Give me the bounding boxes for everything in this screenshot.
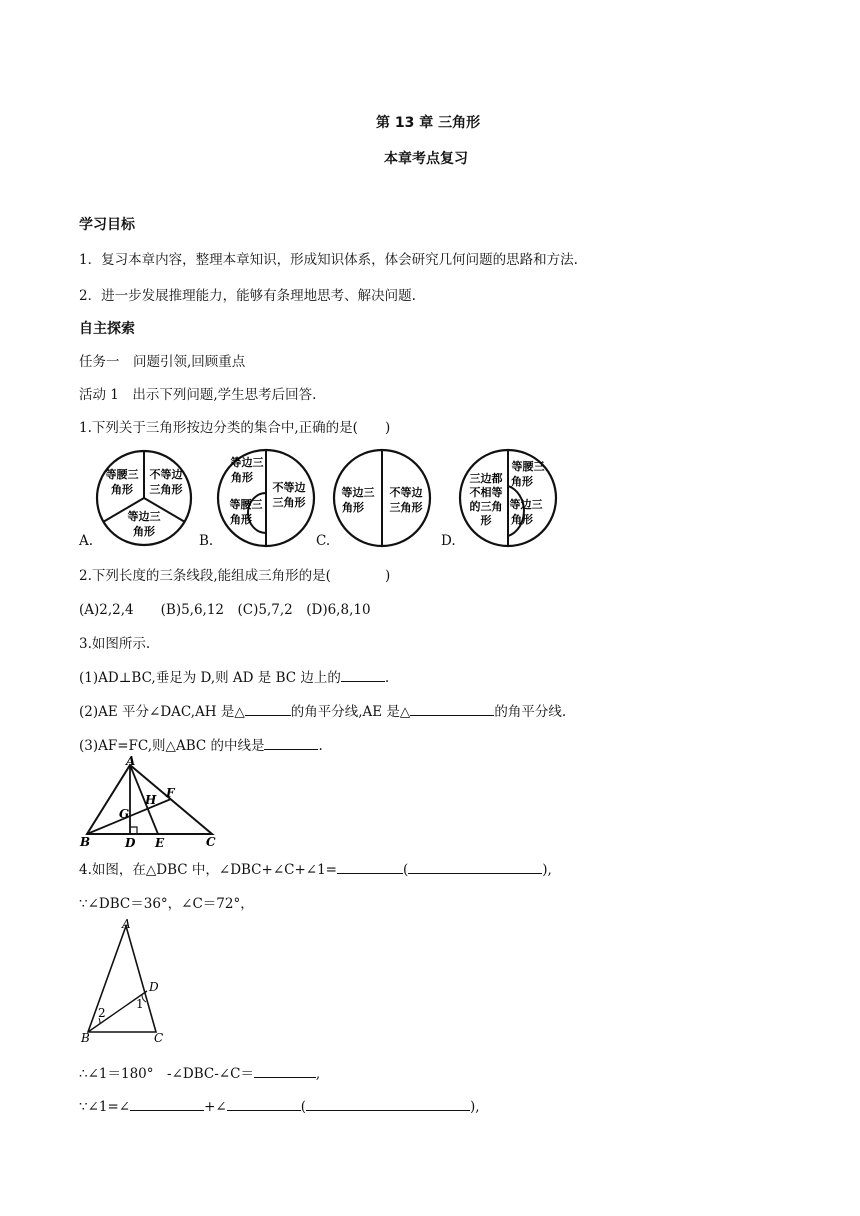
q3-label-h: H [145,793,157,807]
q1a-scalene-line1: 不等边 [149,468,183,481]
q3-label-g: G [119,807,130,821]
q3-blank-1[interactable] [341,667,385,682]
q4-label-c: C [154,1031,164,1045]
q1d-scalene-line1: 三边都 [469,472,503,485]
q3-part3-end: . [318,738,323,754]
q1d-isosceles-line1: 等腰三 [511,460,545,473]
chapter-title: 第 13 章 三角形 [376,115,481,131]
q4-line4-paren-open: ( [300,1099,307,1115]
activity-one: 活动 1 出示下列问题,学生思考后回答. [79,387,317,403]
q4-blank-4[interactable] [130,1096,204,1111]
q1d-equilateral-line2: 角形 [511,513,533,526]
q3-part2-text-c: 的角平分线. [494,704,567,720]
q4-triangle-figure [80,918,176,1046]
q1d-scalene-line3: 的三角 [469,500,503,513]
q4-line1-paren-open: ( [403,862,409,878]
q4-line1 [79,858,552,878]
q4-line3-text: ∴∠1＝180° -∠DBC-∠C＝ [79,1066,254,1082]
q1-option-b-diagram [214,446,318,550]
q1a-isosceles-line1: 等腰三 [105,468,139,481]
q1-option-a-label: A. [79,533,94,549]
q1-option-c-label: C. [316,533,331,549]
q1-option-d-diagram [456,446,560,550]
q4-line2: ∵∠DBC＝36°，∠C＝72°， [79,896,254,912]
section-subtitle: 本章考点复习 [384,151,468,167]
q3-label-e: E [155,836,165,850]
q3-blank-4[interactable] [264,735,318,750]
goals-heading: 学习目标 [79,217,135,233]
q4-blank-1[interactable] [337,859,403,874]
q1d-scalene-line4: 形 [480,514,492,527]
q1-option-c-diagram [330,446,434,550]
q3-label-d: D [125,836,136,850]
q4-blank-2[interactable] [408,859,542,874]
q1a-equilateral-line2: 角形 [133,525,155,538]
q4-angle-2: 2 [98,1006,106,1020]
q4-line3-end: , [315,1066,321,1082]
q3-part2-text-b: 的角平分线,AE 是△ [290,704,411,720]
q3-label-f: F [166,786,175,800]
q1b-isosceles-line1: 等腰三 [229,498,263,511]
q4-line4-text-a: ∵∠1=∠ [79,1099,131,1115]
q4-line1-text: 4.如图，在△DBC 中，∠DBC+∠C+∠1= [79,862,337,878]
q1b-equilateral-line1: 等边三 [230,456,264,469]
q3-part3 [79,734,323,754]
q1a-isosceles-line2: 角形 [111,483,133,496]
explore-heading: 自主探索 [79,321,135,337]
q3-triangle-figure [76,756,226,852]
q4-line4-paren-close: ), [470,1099,480,1115]
q3-label-c: C [206,835,216,849]
q3-stem: 3.如图所示. [79,636,151,652]
q1d-isosceles-line2: 角形 [511,475,533,488]
q1b-scalene-line1: 不等边 [272,481,306,494]
q4-blank-6[interactable] [306,1096,470,1111]
q4-line4 [79,1096,480,1115]
q1c-equilateral-line2: 角形 [342,501,364,514]
q1-stem: 1.下列关于三角形按边分类的集合中,正确的是( ) [79,420,391,436]
q3-part2 [79,700,566,720]
q1c-scalene-line1: 不等边 [389,486,423,499]
q1b-isosceles-line2: 角形 [230,513,252,526]
q1d-equilateral-line1: 等边三 [509,498,543,511]
q4-blank-3[interactable] [254,1063,316,1078]
q4-label-b: B [81,1031,90,1045]
q1-option-d-label: D. [441,533,456,549]
goal-item-2: 2．进一步发展推理能力，能够有条理地思考、解决问题. [79,288,416,304]
q1b-equilateral-line2: 角形 [231,471,253,484]
q1c-scalene-line2: 三角形 [389,501,423,514]
q3-blank-2[interactable] [245,701,291,716]
q4-line4-text-b: +∠ [204,1099,227,1115]
q4-angle-1: 1 [136,997,144,1011]
q3-part3-text: (3)AF=FC,则△ABC 的中线是 [79,738,265,754]
q1d-scalene-line2: 不相等 [469,486,503,499]
q2-options: (A)2,2,4 (B)5,6,12 (C)5,7,2 (D)6,8,10 [79,602,371,618]
q1c-equilateral-line1: 等边三 [341,486,375,499]
q1-option-a-diagram [94,448,198,548]
q3-part1 [79,666,389,686]
task-one: 任务一 问题引领,回顾重点 [79,354,246,370]
q3-part1-end: . [384,670,390,686]
q3-part2-text-a: (2)AE 平分∠DAC,AH 是△ [79,704,245,720]
q1a-equilateral-line1: 等边三 [127,510,161,523]
q3-blank-3[interactable] [410,701,494,716]
q1-option-b-label: B. [199,533,214,549]
q4-blank-5[interactable] [227,1096,301,1111]
q3-label-b: B [80,835,91,849]
q1a-scalene-line2: 三角形 [149,483,183,496]
q4-label-a: A [122,918,131,931]
goal-item-1: 1．复习本章内容，整理本章知识，形成知识体系，体会研究几何问题的思路和方法. [79,252,578,268]
q4-line1-paren-close: ), [542,862,552,878]
q3-part1-text: (1)AD⊥BC,垂足为 D,则 AD 是 BC 边上的 [79,670,341,686]
q1b-scalene-line2: 三角形 [272,496,306,509]
q4-label-d: D [149,980,159,994]
q3-label-a: A [126,756,136,768]
q4-line3 [79,1062,320,1082]
q2-stem: 2.下列长度的三条线段,能组成三角形的是( ) [79,568,391,584]
